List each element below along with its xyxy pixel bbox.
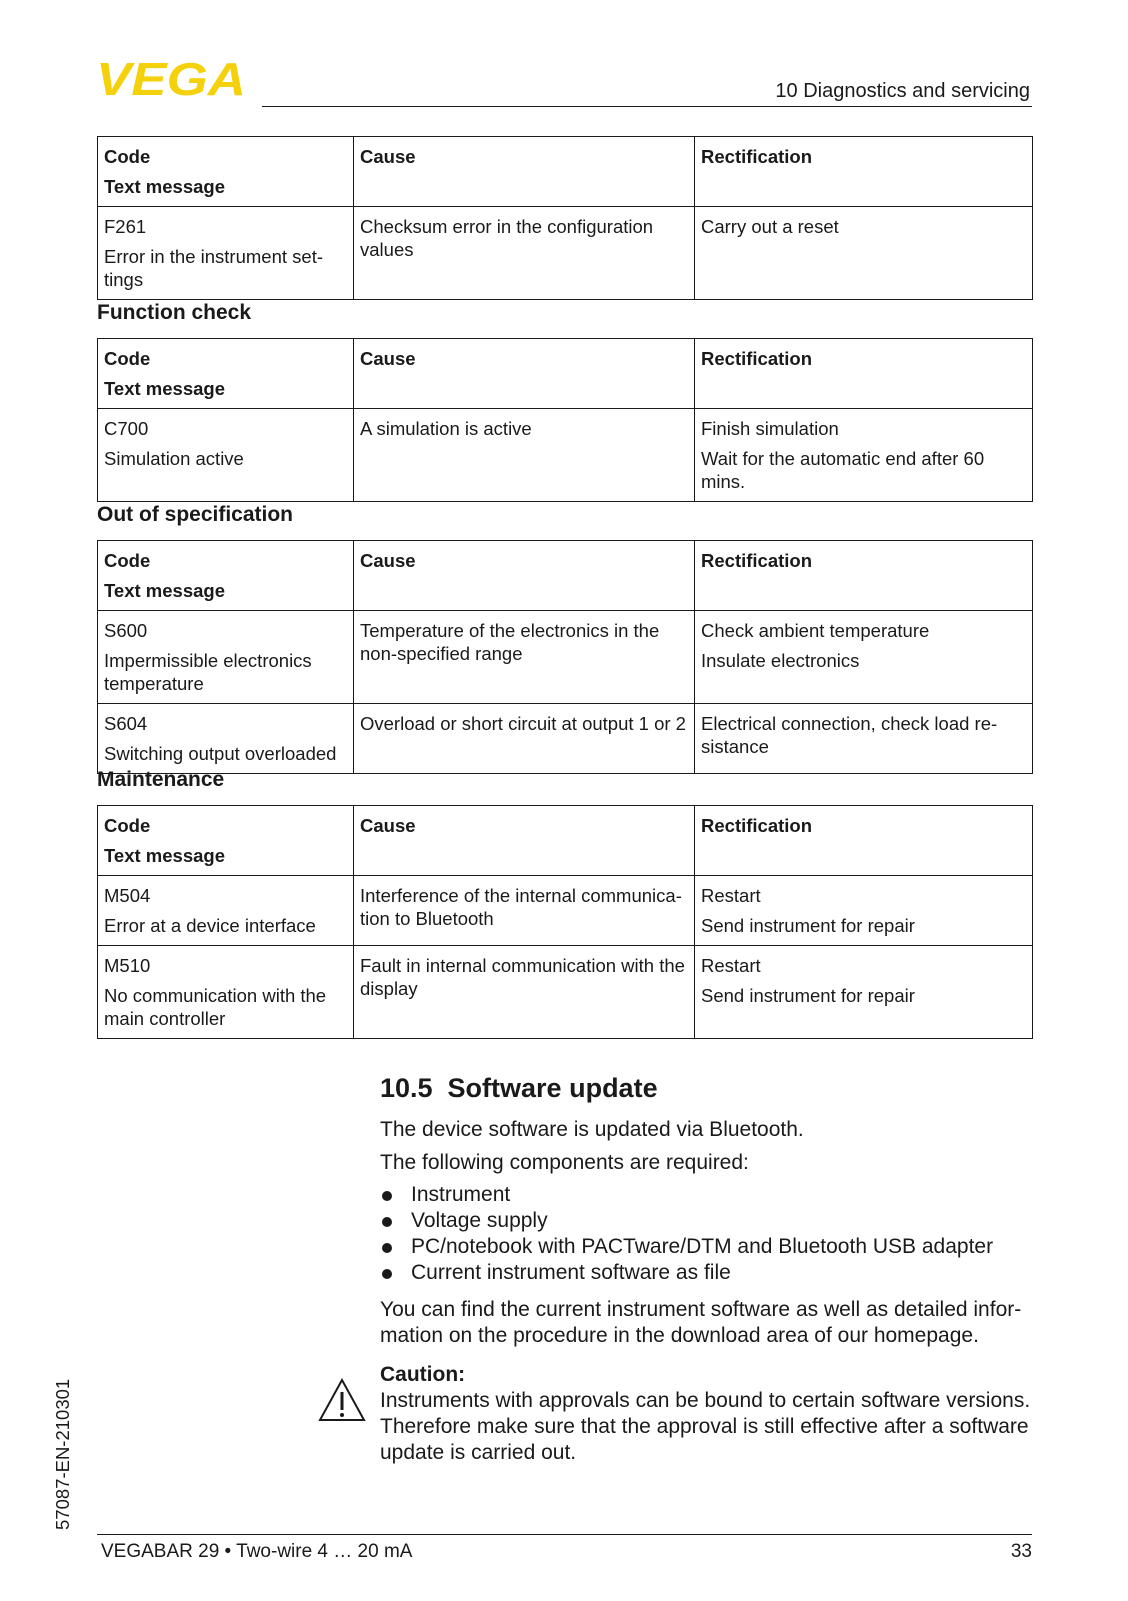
footer-divider [97,1534,1032,1535]
table-row [98,704,1033,774]
rectification-cell: Restart Send instrument for repair [695,876,1033,946]
list-item: Current instrument software as file [380,1260,1040,1286]
header-section-title: 10 Diagnostics and servicing [775,80,1030,102]
software-update-heading: 10.5 Software update [380,1073,658,1103]
page-number: 33 [1010,1541,1032,1562]
header-cause-cell: Cause [354,137,695,207]
list-item: Instrument [380,1182,1040,1208]
table-row [98,876,1033,946]
table-row [98,409,1033,502]
cause-cell: Interference of the internal communica-tion to Bluetooth [354,876,695,946]
document-code: 57087-EN-210301 [52,1378,73,1530]
header-divider [262,106,1032,107]
header-rectification-cell: Rectification [695,806,1033,876]
list-item: PC/notebook with PACTware/DTM and Bluetooth USB adapter [380,1234,1040,1260]
code-cell: C700 Simulation active [98,409,354,502]
cause-cell: A simulation is active [354,409,695,502]
section-function-check: Function check [97,301,252,324]
header-rectification-cell: Rectification [695,339,1033,409]
header-code-cell: Code Text message [98,806,354,876]
rectification-cell: Carry out a reset [695,207,1033,300]
bullet-icon [382,1243,392,1253]
software-update-required: The following components are required: [380,1151,749,1174]
error-table-function-check [97,338,1033,502]
table-header-row [98,541,1033,611]
rectification-cell: Restart Send instrument for repair [695,946,1033,1039]
header-cause-cell: Cause [354,541,695,611]
header-code-cell: Code Text message [98,541,354,611]
rectification-cell: Finish simulation Wait for the automatic end after 60 mins. [695,409,1033,502]
footer-product: VEGABAR 29 • Two-wire 4 … 20 mA [101,1541,413,1562]
list-item: Voltage supply [380,1208,1040,1234]
rectification-cell: Check ambient temperature Insulate electronics [695,611,1033,704]
bullet-icon [382,1191,392,1201]
section-maintenance: Maintenance [97,768,225,791]
cause-cell: Fault in internal communication with the display [354,946,695,1039]
bullet-icon [382,1217,392,1227]
error-table-failure [97,136,1033,300]
cause-cell: Checksum error in the configuration values [354,207,695,300]
section-out-of-specification: Out of specification [97,503,294,526]
cause-cell: Temperature of the electronics in the non-specified range [354,611,695,704]
cause-cell: Overload or short circuit at output 1 or 2 [354,704,695,774]
software-update-intro: The device software is updated via Bluetooth. [380,1118,804,1141]
table-row [98,207,1033,300]
logo-text: VEGA [96,56,246,102]
code-cell: S600 Impermissible electronics temperature [98,611,354,704]
warning-triangle-icon [318,1378,366,1422]
caution-title: Caution: [380,1363,466,1386]
required-components-list [380,1182,1040,1286]
software-download-info: You can find the current instrument software as well as detailed infor-mation on the procedure in the download area of our homepage. [380,1298,1022,1347]
error-table-out-of-specification [97,540,1033,774]
table-header-row [98,806,1033,876]
header-cause-cell: Cause [354,339,695,409]
table-header-row [98,137,1033,207]
header-code-cell: Code Text message [98,137,354,207]
header-rectification-cell: Rectification [695,541,1033,611]
table-header-row [98,339,1033,409]
header-rectification-cell: Rectification [695,137,1033,207]
table-row [98,946,1033,1039]
vega-logo [96,56,248,102]
error-table-maintenance [97,805,1033,1039]
table-row [98,611,1033,704]
caution-text: Instruments with approvals can be bound to certain software versions. Therefore make sure that the approval is still effective after a software update is carried out. [380,1389,1031,1464]
header-code-cell: Code Text message [98,339,354,409]
header-cause-cell: Cause [354,806,695,876]
rectification-cell: Electrical connection, check load re-sistance [695,704,1033,774]
code-cell: M504 Error at a device interface [98,876,354,946]
code-cell: F261 Error in the instrument set-tings [98,207,354,300]
bullet-icon [382,1269,392,1279]
code-cell: S604 Switching output overloaded [98,704,354,774]
code-cell: M510 No communication with the main controller [98,946,354,1039]
